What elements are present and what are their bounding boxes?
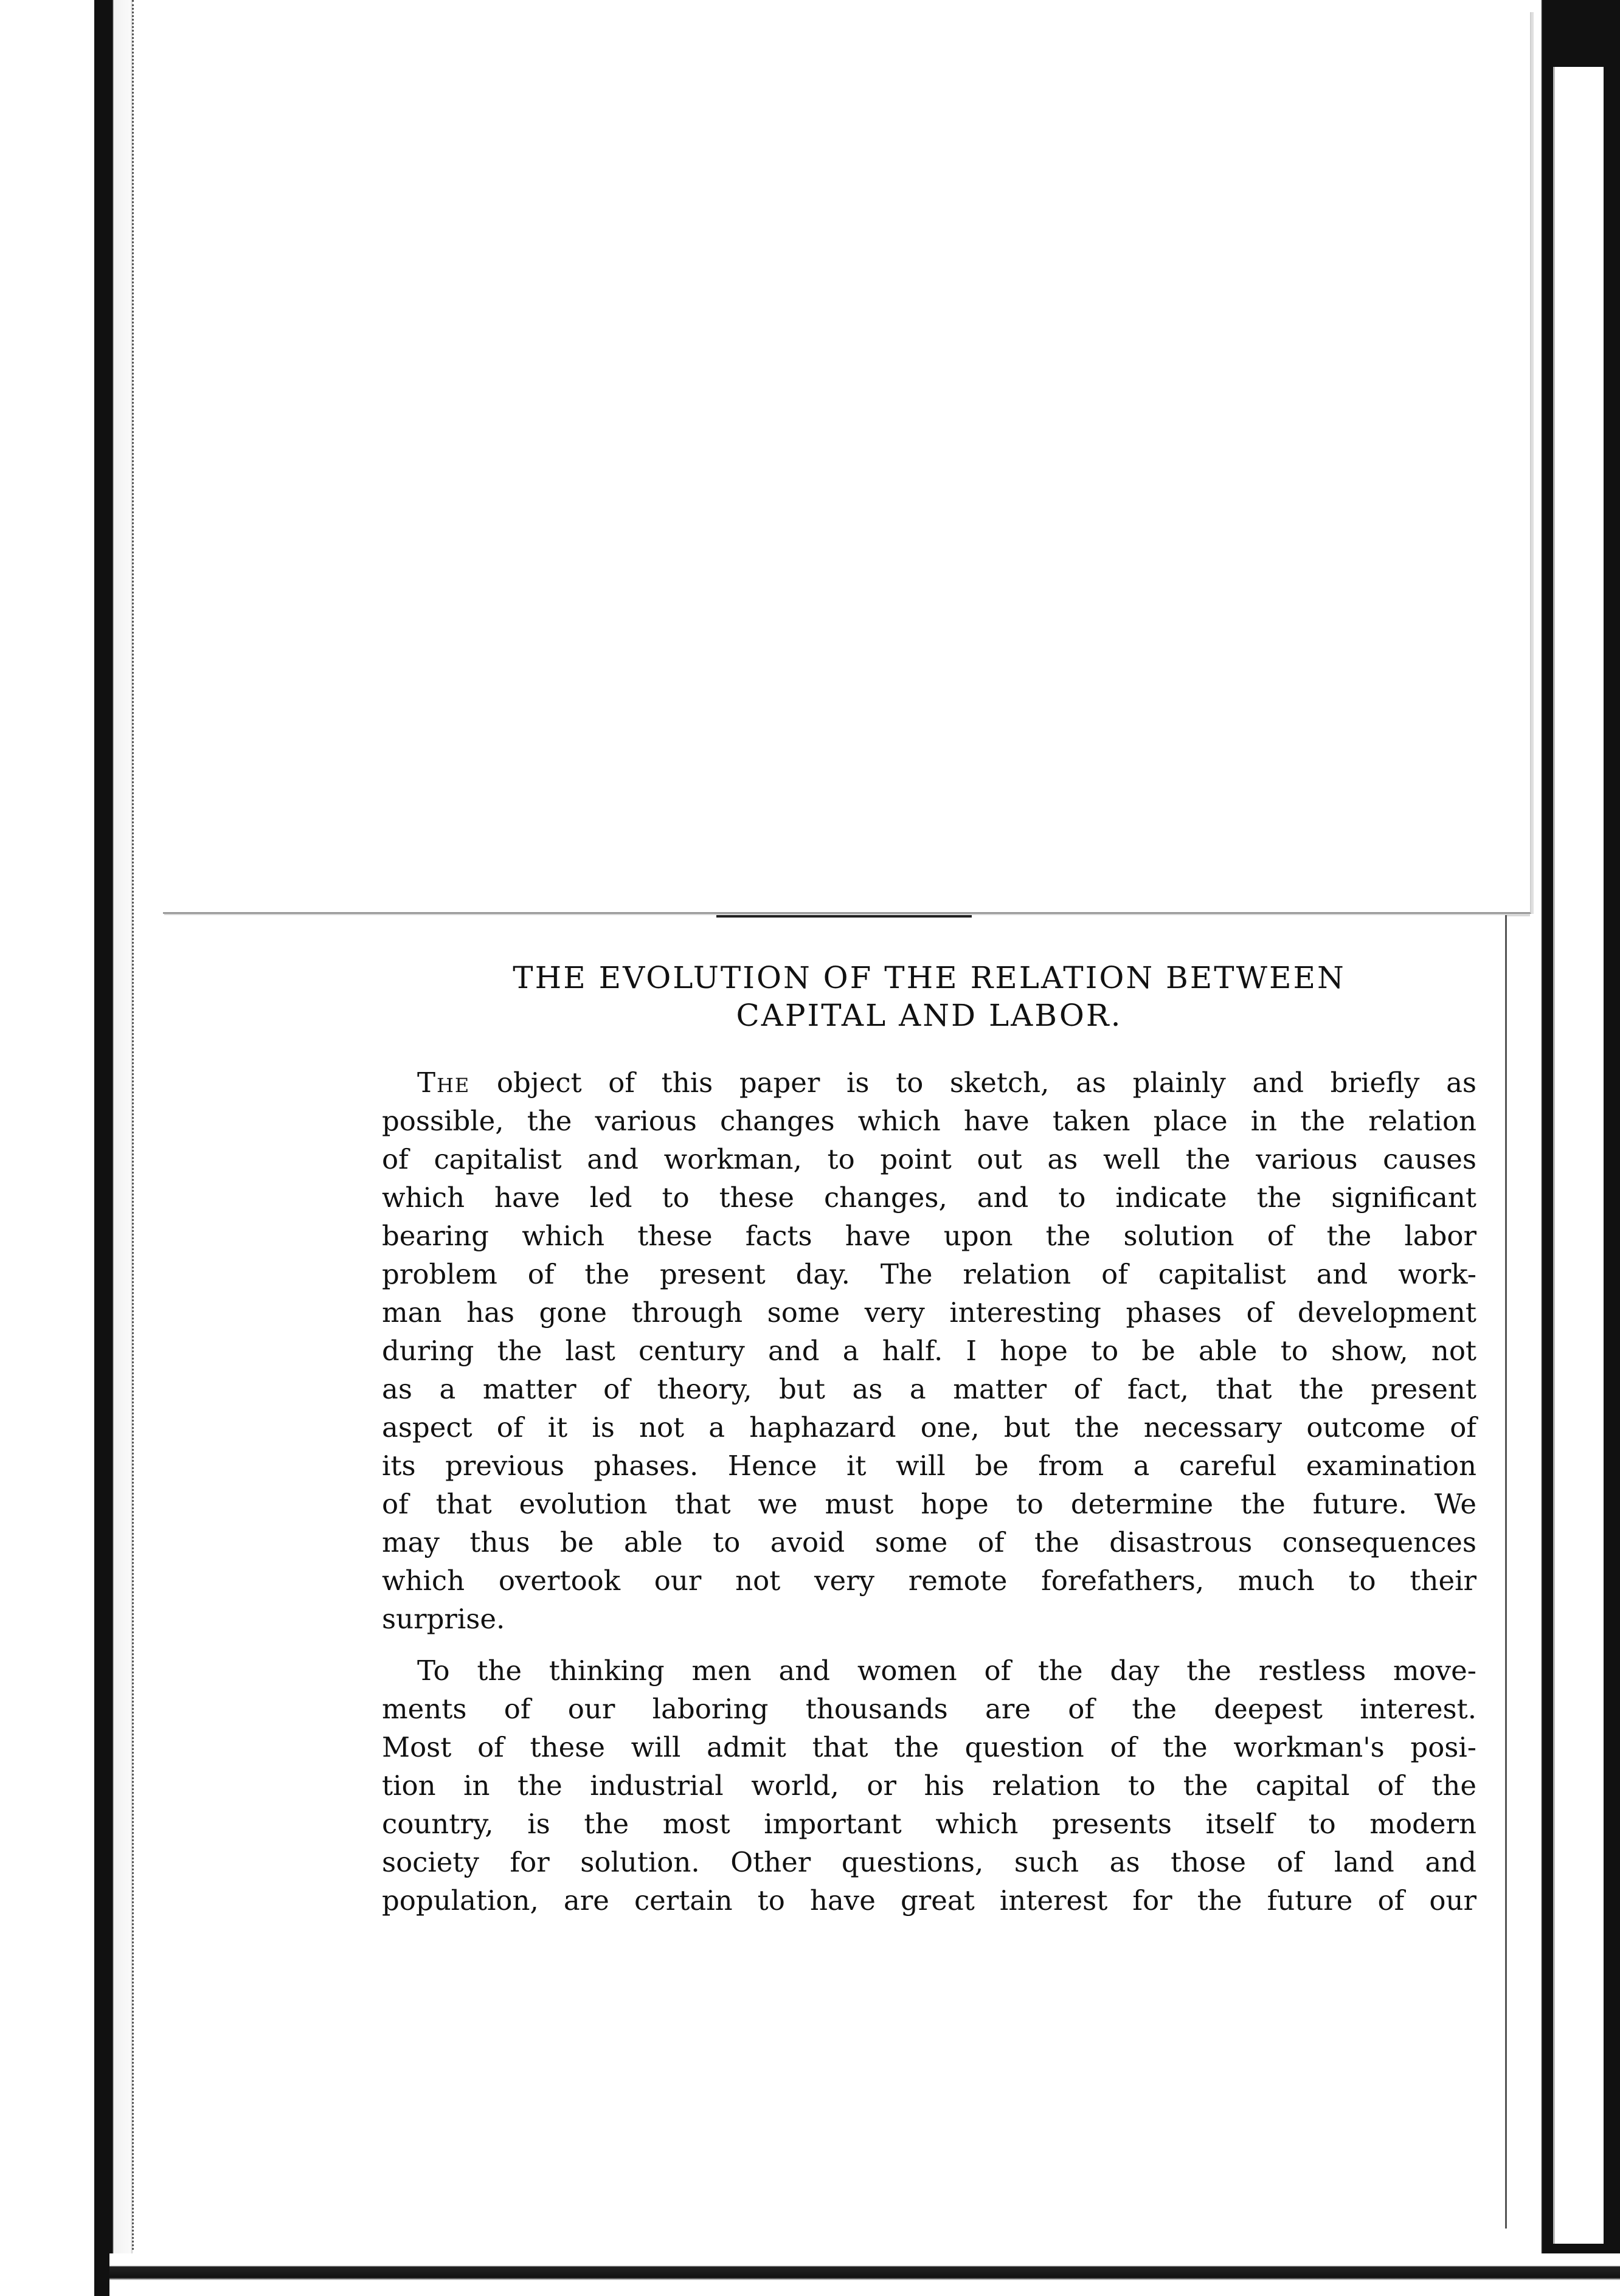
paragraph-1-line: of that evolution that we must hope to determine the future. We — [382, 1488, 1476, 1520]
paragraph-1-line-1 — [382, 1063, 1476, 1102]
paragraph-1 — [382, 1063, 1476, 1638]
bottom-page-edge — [109, 2253, 1620, 2296]
paragraph-1-line: problem of the present day. The relation of capitalist and work- — [382, 1258, 1476, 1290]
paragraph-2-line: population, are certain to have great interest for the future of our — [382, 1884, 1476, 1917]
article — [382, 959, 1476, 1920]
paragraph-2-line: society for solution. Other questions, such as those of land and — [382, 1846, 1476, 1878]
paragraph-1-line: its previous phases. Hence it will be from a careful examination — [382, 1450, 1476, 1482]
paragraph-1-line: of capitalist and workman, to point out as well the various causes — [382, 1143, 1476, 1175]
paragraph-2-line: tion in the industrial world, or his relation to the capital of the — [382, 1769, 1476, 1802]
title-line-2: CAPITAL AND LABOR. — [736, 998, 1123, 1033]
paragraph-1-line: aspect of it is not a haphazard one, but the necessary outcome of — [382, 1411, 1476, 1444]
paragraph-1-line: possible, the various changes which have taken place in the relation — [382, 1105, 1476, 1137]
article-title — [382, 959, 1476, 1034]
printed-page-right-edge — [1505, 915, 1507, 2229]
paragraph-1-line: surprise. — [382, 1603, 505, 1635]
adjacent-page-edge — [1529, 0, 1620, 2296]
book-binding-edge — [94, 0, 167, 2296]
paragraph-2-line: Most of these will admit that the question of the workman's posi- — [382, 1731, 1476, 1763]
paragraph-1-line: during the last century and a half. I hope to be able to show, not — [382, 1335, 1476, 1367]
paragraph-1-line: as a matter of theory, but as a matter of fact, that the present — [382, 1373, 1476, 1405]
paragraph-2-line: ments of our laboring thousands are of the deepest interest. — [382, 1693, 1476, 1725]
paragraph-2 — [382, 1651, 1476, 1920]
blank-overlay-sheet — [163, 12, 1531, 914]
header-rule — [716, 915, 972, 918]
page-stack-edge — [132, 0, 136, 2250]
adjacent-page-sliver — [1553, 67, 1604, 2244]
paragraph-1-line: man has gone through some very interesting phases of development — [382, 1296, 1476, 1329]
title-line-1: THE EVOLUTION OF THE RELATION BETWEEN — [513, 960, 1346, 995]
paragraph-1-line-1-text: object of this paper is to sketch, as plainly and briefly as — [496, 1067, 1476, 1099]
paragraph-1-line: bearing which these facts have upon the solution of the labor — [382, 1220, 1476, 1252]
paragraph-1-line: which overtook our not very remote forefathers, much to their — [382, 1565, 1476, 1597]
paragraph-1-line: may thus be able to avoid some of the disastrous consequences — [382, 1526, 1476, 1558]
lead-word: The — [417, 1067, 471, 1099]
paragraph-2-line: country, is the most important which presents itself to modern — [382, 1808, 1476, 1840]
paragraph-2-line: To the thinking men and women of the day the restless move- — [417, 1655, 1476, 1687]
printed-page — [163, 915, 1507, 2229]
paragraph-1-line: which have led to these changes, and to indicate the significant — [382, 1181, 1476, 1214]
